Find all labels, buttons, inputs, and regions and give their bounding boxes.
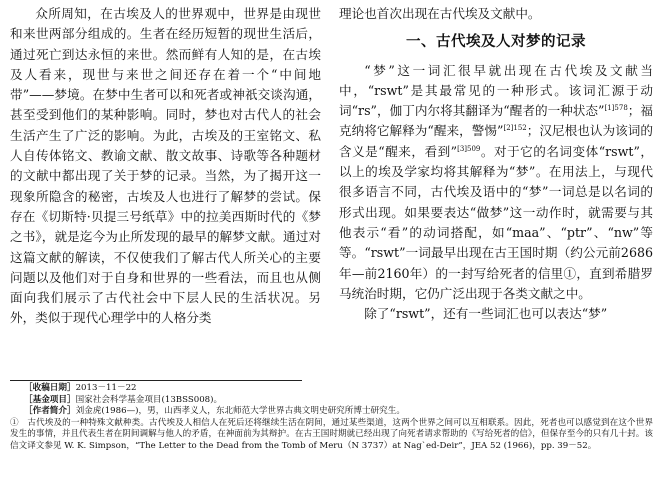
body-paragraph (339, 61, 653, 305)
received-label: ［收稿日期］ (24, 383, 76, 393)
footnotes (10, 383, 653, 453)
author-value: 刘金虎(1986—)，男，山西孝义人，东北师范大学世界古典文明史研究所博士研究生。 (75, 406, 405, 417)
intro-paragraph: 众所周知，在古埃及人的世界观中，世界是由现世和来世两部分组成的。生者在经历短暂的现世生活后，通过死亡到达永恒的来世。然而鲜有人知的是，在古埃及人看来，现世与来世之间还存在着一个“中间地带”——梦境。在梦中生者可以和死者或神祇交谈沟通，甚至受到他们的某种影响。同时，梦也对古代人的社会生活产生了广泛的影响。为此，古埃及的王室铭文、私人自传体铭文、教谕文献、散文故事、诗歌等各种题材的文献中都出现了关于梦的记录。当然，为了揭开这一现象所隐含的秘密，古埃及人也进行了解梦的尝试。保存在《切斯特·贝提三号纸草》中的拉美西斯时代的《梦之书》，就是迄今为止所发现的最早的解梦文献。通过对这篇文献的解读，不仅使我们了解古代人所关心的主要问题以及他们对于自身和世界的一些看法，而且也从侧面向我们展示了古代社会中下层人民的生活状况。另外，类似于现代心理学中的人格分类 (10, 6, 321, 326)
citation-ref: [3]509 (457, 144, 481, 153)
citation-ref: [2]152 (503, 124, 527, 133)
author-label: ［作者简介］ (24, 406, 76, 417)
body-text: ；福克纳将它解释为“醒来，警惕” (339, 103, 653, 139)
author-bio (10, 406, 653, 418)
citation-ref: [1]578 (604, 104, 628, 112)
continued-text: 理论也首次出现在古代埃及文献中。 (339, 6, 541, 21)
fund-value: 国家社会科学基金项目(13BSS008)。 (75, 394, 223, 405)
section-heading: 一、古代埃及人对梦的记录 (406, 34, 586, 51)
footnote-marker: ① (563, 265, 577, 281)
fund-project (10, 395, 653, 407)
left-column (10, 4, 321, 329)
fund-label: ［基金项目］ (24, 394, 76, 405)
body-paragraph: 除了“rswt”，还有一些词汇也可以表达“梦” (364, 306, 608, 322)
received-value: 2013－11－22 (75, 383, 137, 393)
received-date (10, 383, 653, 395)
body-text: “梦”这一词汇很早就出现在古代埃及文献当中，“rswt”是其最常见的一种形式。该词汇源于动词“rs”，伽丁内尔将其翻译为“醒者的一种状态” (339, 62, 653, 119)
footnote-1: ① 古代埃及的一种特殊文献种类。古代埃及人相信人在死后还将继续生活在阴间，通过某些渠道，这两个世界之间可以互相联系。因此，死者也可以感觉到在这个世界发生的事情，并且代表生者在阴间调解与他人的矛盾，在神面前为其辩护。在古王国时期就已经出现了向死者请求帮助的《写给死者的信》，但保存至今的只有几十封。该信文译文参见 W. K. Simpson，“The Letter to the Dead from the Tomb of Meru（N 3737）at Nag`ed-Deir”，JEA 52 (1966)，pp. 39－52。 (10, 417, 653, 451)
body-text: ；汉尼根也认为该词的含义是“醒来，看到” (339, 123, 654, 159)
right-column (339, 4, 653, 324)
footnote-divider (10, 380, 302, 381)
body-text: 。对于它的名词变体“rswt”，以上的埃及学家均将其解释为“梦”。在用法上，与现代很多语言不同，古代埃及语中的“梦”一词总是以名词的形式出现。如果要表达“做梦”这一动作时，就需要与其他表示“看”的动词搭配，如“maa”、“ptr”、“nw”等等。“rswt”一词最早出现在古王国时期（约公元前2686年—前2160年）的一封写给死者的信里 (339, 143, 653, 281)
body-text: ，直到希腊罗马统治时期，它仍广泛出现于各类文献之中。 (339, 265, 654, 301)
